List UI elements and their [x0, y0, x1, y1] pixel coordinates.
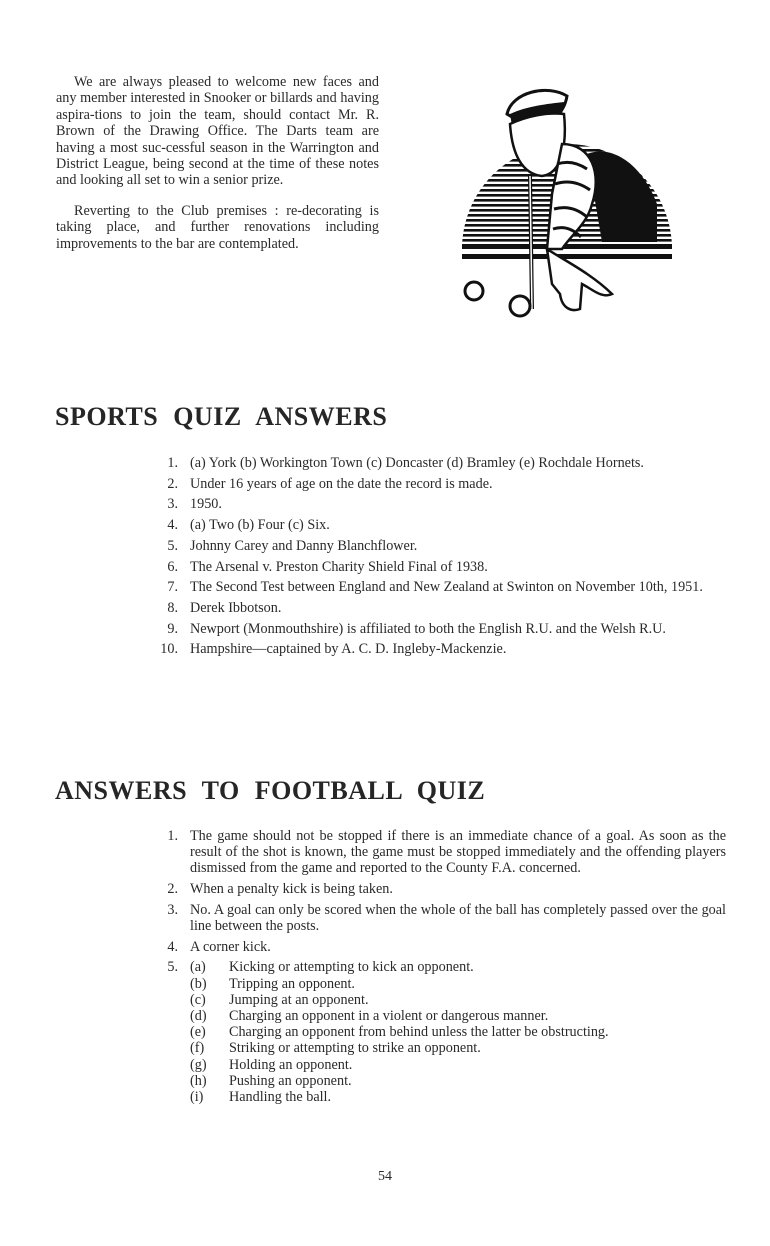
foul-label: (e) — [190, 1024, 206, 1041]
foul-item — [190, 992, 726, 1008]
foul-item — [190, 1073, 726, 1089]
foul-label: (a) — [190, 959, 206, 976]
foul-label: (h) — [190, 1072, 207, 1089]
answer-text: A corner kick. — [190, 938, 271, 955]
foul-text: Pushing an opponent. — [229, 1072, 352, 1089]
answer-text: (a) York (b) Workington Town (c) Doncaster (d) Bramley (e) Rochdale Hornets. — [190, 455, 644, 471]
answer-number: 3. — [167, 901, 178, 918]
answer-item — [148, 538, 726, 554]
page-number: 54 — [378, 1169, 392, 1184]
table-edge — [462, 244, 672, 249]
answer-number: 1. — [167, 455, 178, 471]
sports-quiz-heading: SPORTS QUIZ ANSWERS — [55, 402, 388, 431]
answer-text: The Arsenal v. Preston Charity Shield Final of 1938. — [190, 558, 488, 575]
foul-item — [190, 1024, 726, 1040]
cue-ball-icon — [510, 296, 530, 316]
foul-label: (f) — [190, 1040, 205, 1057]
answer-item — [148, 939, 726, 955]
answer-number: 9. — [167, 620, 178, 637]
intro-paragraph: We are always pleased to welcome new faces and any member interested in Snooker or billards and having aspira-tions to join the team, should contact Mr. R. Brown of the Drawing Office. The Darts team are having a most suc-cessful season in the Warrington and District League, being second at the time of these notes and looking all set to win a senior prize. — [56, 74, 379, 189]
answer-number: 10. — [160, 641, 178, 658]
answer-text: Derek Ibbotson. — [190, 599, 282, 616]
foul-text: Charging an opponent from behind unless the latter be obstructing. — [229, 1024, 609, 1041]
answer-item — [148, 828, 726, 877]
foul-text: Jumping at an opponent. — [229, 991, 369, 1008]
foul-label: (b) — [190, 975, 207, 992]
answer-text: No. A goal can only be scored when the whole of the ball has completely passed over the goal line between the posts. — [190, 901, 726, 935]
foul-text: Kicking or attempting to kick an opponent. — [229, 959, 474, 976]
foul-label: (d) — [190, 1008, 207, 1025]
foul-text: Handling the ball. — [229, 1089, 332, 1106]
answer-number: 5. — [167, 959, 178, 976]
intro-paragraph: Reverting to the Club premises : re-decorating is taking place, and further renovations including improvements to the bar are contemplated. — [56, 202, 379, 252]
answer-item — [148, 579, 726, 595]
foul-label: (i) — [190, 1089, 204, 1106]
foul-text: Striking or attempting to strike an opponent. — [229, 1040, 481, 1057]
football-quiz-heading: ANSWERS TO FOOTBALL QUIZ — [55, 776, 486, 805]
answer-number: 2. — [167, 881, 178, 898]
foul-item — [190, 1089, 726, 1105]
answer-number: 5. — [167, 537, 178, 554]
answer-text: Johnny Carey and Danny Blanchflower. — [190, 537, 418, 554]
shoulder-shadow — [587, 151, 657, 242]
answer-item — [148, 559, 726, 575]
foul-item — [190, 959, 726, 975]
answer-text: Newport (Monmouthshire) is affiliated to both the English R.U. and the Welsh R.U. — [190, 620, 666, 637]
football-answers-list — [148, 828, 726, 1110]
answer-number: 1. — [167, 828, 178, 844]
answer-text: 1950. — [190, 496, 222, 513]
answer-number: 2. — [167, 475, 178, 492]
foul-item — [190, 1057, 726, 1073]
answer-number: 4. — [167, 938, 178, 955]
foul-text: Tripping an opponent. — [229, 975, 355, 992]
answer-number: 6. — [167, 558, 178, 575]
answer-item — [148, 621, 726, 637]
answer-item — [148, 881, 726, 897]
answer-item — [148, 959, 726, 1105]
answer-text: Under 16 years of age on the date the record is made. — [190, 475, 493, 492]
answer-text: When a penalty kick is being taken. — [190, 881, 393, 898]
foul-item — [190, 976, 726, 992]
foul-text: Charging an opponent in a violent or dangerous manner. — [229, 1008, 549, 1025]
intro-text — [56, 74, 379, 266]
answer-text: The Second Test between England and New Zealand at Swinton on November 10th, 1951. — [190, 579, 703, 596]
sports-answers-list — [148, 455, 726, 662]
answer-item — [148, 517, 726, 533]
answer-number: 3. — [167, 496, 178, 513]
answer-item — [148, 455, 726, 471]
foul-item — [190, 1040, 726, 1056]
answer-item — [148, 496, 726, 512]
answer-number: 7. — [167, 579, 178, 596]
answer-item — [148, 600, 726, 616]
answer-text: (a) Two (b) Four (c) Six. — [190, 517, 330, 534]
answer-text: The game should not be stopped if there is an immediate chance of a goal. As soon as the result of the shot is known, the game must be stopped immediately and the offending players dismissed from the game and reported to the County F.A. concerned. — [190, 828, 726, 877]
answer-item — [148, 902, 726, 934]
foul-list — [190, 959, 726, 1105]
answer-item — [148, 641, 726, 657]
foul-item — [190, 1008, 726, 1024]
snooker-player-illustration-icon — [452, 84, 682, 324]
answer-item — [148, 476, 726, 492]
answer-number: 8. — [167, 599, 178, 616]
answer-number: 4. — [167, 517, 178, 534]
ball-icon — [465, 282, 483, 300]
foul-label: (g) — [190, 1056, 207, 1073]
foul-text: Holding an opponent. — [229, 1056, 353, 1073]
answer-text: Hampshire—captained by A. C. D. Ingleby-Mackenzie. — [190, 641, 507, 658]
foul-label: (c) — [190, 991, 206, 1008]
table-edge — [462, 254, 672, 259]
